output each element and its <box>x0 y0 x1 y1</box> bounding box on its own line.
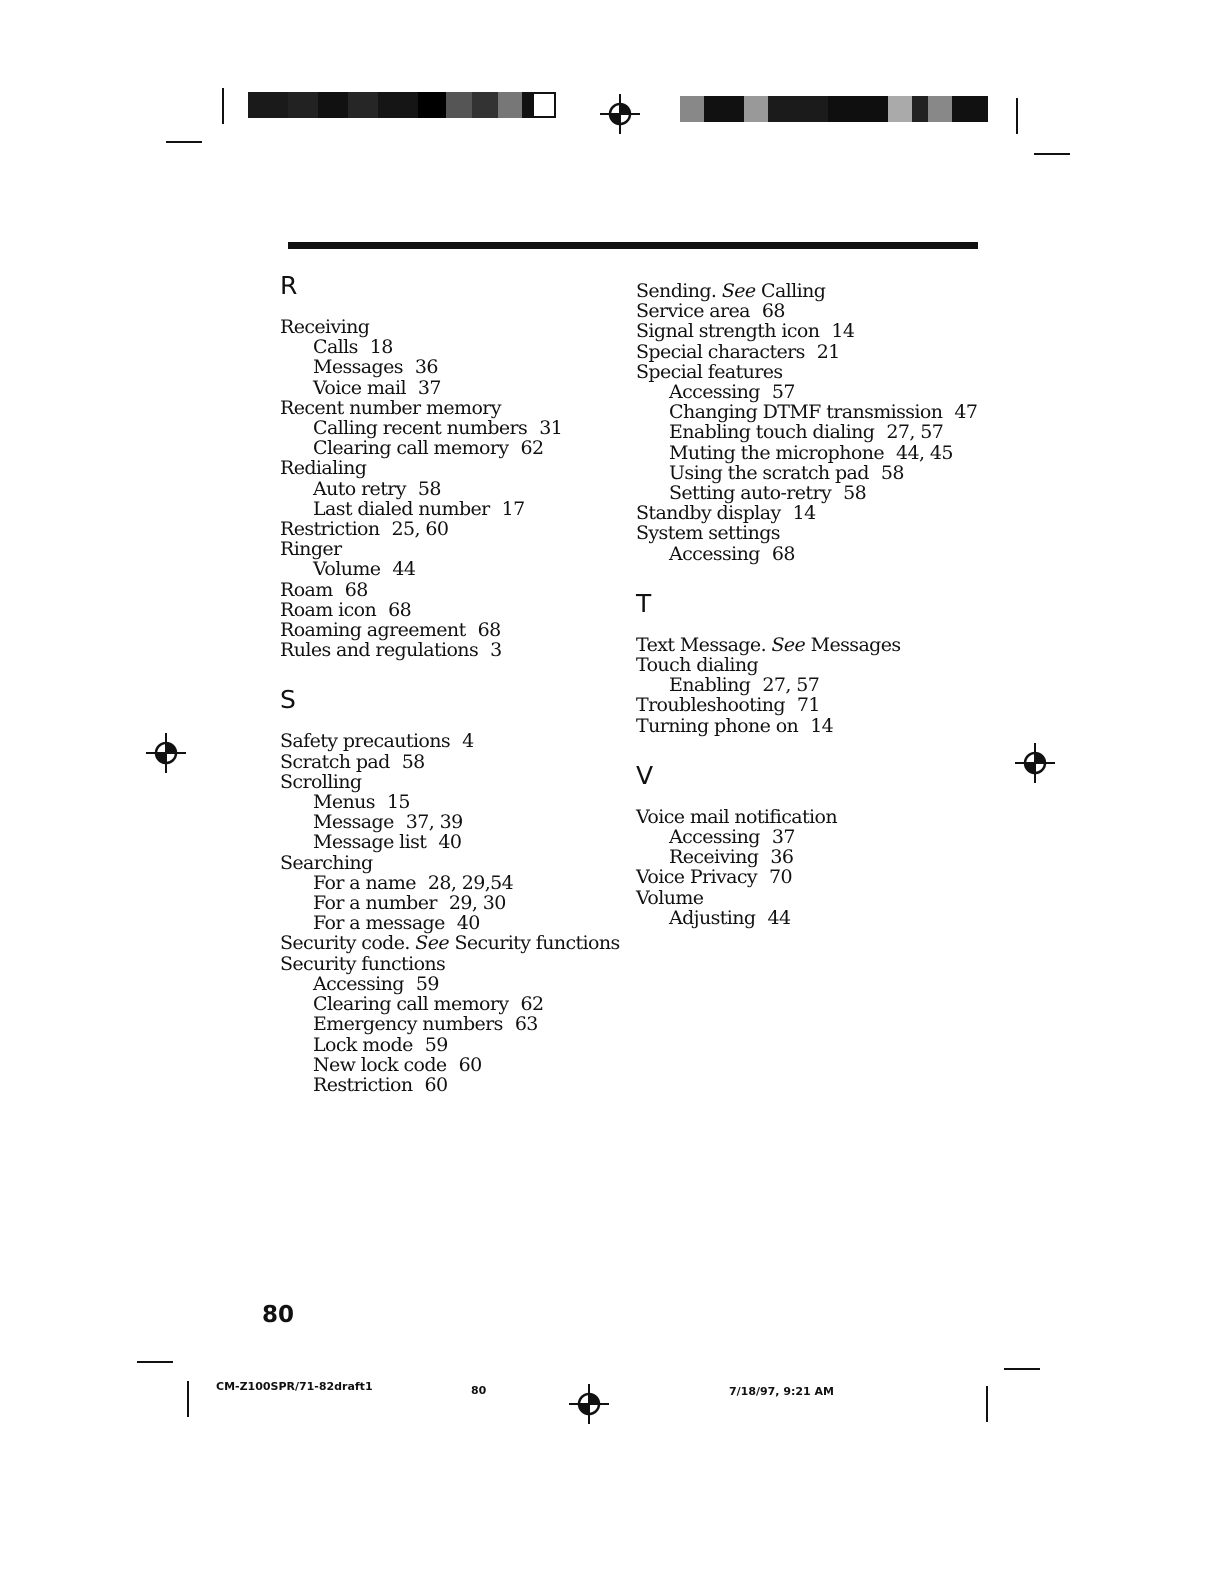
index-entry <box>280 853 600 873</box>
index-page-reference: 37 <box>771 826 795 849</box>
index-page-reference: 14 <box>792 502 816 525</box>
index-page-reference: 70 <box>769 866 792 889</box>
crop-mark-top-left-h <box>166 141 202 143</box>
header-rule <box>288 242 978 249</box>
density-bar-left <box>248 92 556 118</box>
index-page-reference: 40 <box>438 831 462 854</box>
index-term: Emergency numbers <box>313 1013 503 1036</box>
index-entry <box>636 523 976 543</box>
index-page-reference: 68 <box>388 598 412 621</box>
index-subentry <box>280 1014 600 1034</box>
index-entry <box>280 519 600 539</box>
index-term: Redialing <box>280 457 367 480</box>
index-entry <box>280 458 600 478</box>
index-subentry <box>280 994 600 1014</box>
index-subentry <box>636 847 976 867</box>
registration-mark-right-icon <box>1015 743 1055 783</box>
index-page-reference: 58 <box>401 750 425 773</box>
index-term: Volume <box>313 558 381 581</box>
index-entry <box>280 954 600 974</box>
index-letter-heading: T <box>636 588 652 618</box>
index-term: Volume <box>636 886 704 909</box>
index-subentry <box>280 832 600 852</box>
index-term: Menus <box>313 791 375 814</box>
index-page-reference: 14 <box>831 320 855 343</box>
index-page-reference: 58 <box>843 482 867 505</box>
index-page-reference: 4 <box>462 730 474 753</box>
index-term: Accessing <box>313 972 404 995</box>
see-reference-label: See <box>415 932 450 955</box>
crop-mark-top-right-h <box>1034 153 1070 155</box>
index-page-reference: 57 <box>771 381 795 404</box>
crop-mark-bottom-left <box>187 1381 189 1417</box>
index-entry <box>280 731 600 751</box>
index-term: Troubleshooting <box>636 694 785 717</box>
index-page-reference: 29, 30 <box>448 892 506 915</box>
index-page-reference: 18 <box>369 336 393 359</box>
index-page-reference: 62 <box>520 993 544 1016</box>
registration-mark-bottom-icon <box>569 1384 609 1424</box>
index-term: New lock code <box>313 1053 447 1076</box>
index-term: Message <box>313 811 394 834</box>
index-subentry <box>280 792 600 812</box>
index-entry <box>636 281 976 301</box>
index-subentry <box>280 438 600 458</box>
index-entry <box>636 716 976 736</box>
index-entry <box>280 317 600 337</box>
index-subentry <box>280 1035 600 1055</box>
index-column-right <box>636 281 976 928</box>
index-term: Scrolling <box>280 770 362 793</box>
index-term: Restriction <box>313 1073 413 1096</box>
crop-mark-bottom-left-h <box>137 1361 173 1363</box>
density-bar-right <box>680 96 988 122</box>
index-entry <box>280 932 620 955</box>
index-term: Searching <box>280 851 373 874</box>
index-page-reference: 37 <box>417 376 441 399</box>
index-subentry <box>636 463 976 483</box>
index-page-reference: 71 <box>796 694 820 717</box>
index-entry <box>280 600 600 620</box>
index-term: Safety precautions <box>280 730 451 753</box>
index-term: Receiving <box>280 316 370 338</box>
index-subentry <box>636 908 976 928</box>
index-term: Security code. <box>280 932 410 955</box>
registration-mark-left-icon <box>146 733 186 773</box>
index-page-reference: 68 <box>761 300 785 323</box>
index-entry <box>636 807 976 827</box>
index-page-reference: 62 <box>520 437 544 460</box>
index-entry <box>636 362 976 382</box>
index-term: Adjusting <box>669 906 756 929</box>
index-entry <box>280 620 600 640</box>
index-letter-heading: V <box>636 760 654 790</box>
index-subentry <box>280 357 600 377</box>
index-page-reference: 44, 45 <box>895 441 953 464</box>
index-column-left <box>280 271 620 1096</box>
index-subentry <box>280 499 600 519</box>
index-subentry <box>280 873 600 893</box>
see-reference-target: Security functions <box>454 932 620 955</box>
index-entry <box>280 640 600 660</box>
index-letter-heading: S <box>280 685 296 715</box>
index-term: Text Message. <box>636 633 767 656</box>
index-subentry <box>280 812 600 832</box>
index-term: Using the scratch pad <box>669 461 869 484</box>
index-term: Accessing <box>669 826 760 849</box>
index-term: Voice Privacy <box>636 866 757 889</box>
index-page-reference: 68 <box>344 578 368 601</box>
index-term: Standby display <box>636 502 781 525</box>
registration-mark-top-icon <box>600 94 640 134</box>
index-term: Changing DTMF transmission <box>669 401 943 424</box>
index-entry <box>636 695 976 715</box>
index-entry <box>636 342 976 362</box>
page-number: 80 <box>262 1302 295 1328</box>
index-term: Roaming agreement <box>280 619 466 642</box>
index-page-reference: 36 <box>414 356 438 379</box>
index-subentry <box>636 544 976 564</box>
see-reference-label: See <box>721 280 756 302</box>
index-subentry <box>280 913 600 933</box>
index-subentry <box>280 378 600 398</box>
index-page-reference: 47 <box>954 401 978 424</box>
footer-file-name: CM-Z100SPR/71-82draft1 <box>216 1380 373 1393</box>
index-term: Voice mail <box>313 376 406 399</box>
index-subentry <box>636 402 976 422</box>
index-page-reference: 60 <box>424 1073 448 1096</box>
index-subentry <box>636 827 976 847</box>
index-term: Calls <box>313 336 358 359</box>
index-subentry <box>636 382 976 402</box>
crop-mark-bottom-right-h <box>1004 1368 1040 1370</box>
index-entry <box>280 580 600 600</box>
index-page-reference: 17 <box>501 497 525 520</box>
index-subentry <box>636 483 976 503</box>
index-subentry <box>636 422 976 442</box>
index-term: Touch dialing <box>636 654 759 677</box>
index-term: Enabling touch dialing <box>669 421 875 444</box>
index-page-reference: 3 <box>490 639 502 662</box>
crop-mark-top-right <box>1016 98 1018 134</box>
index-term: Setting auto-retry <box>669 482 832 505</box>
index-term: Clearing call memory <box>313 993 509 1016</box>
footer-date: 7/18/97, 9:21 AM <box>729 1385 834 1398</box>
index-term: Roam icon <box>280 598 377 621</box>
index-page-reference: 31 <box>539 417 563 440</box>
index-page-reference: 59 <box>424 1033 448 1056</box>
index-page-reference: 36 <box>770 846 794 869</box>
index-term: For a name <box>313 871 416 894</box>
index-page-reference: 28, 29,54 <box>427 871 514 894</box>
index-subentry <box>636 443 976 463</box>
index-page-reference: 59 <box>415 972 439 995</box>
index-term: Receiving <box>669 846 759 869</box>
index-page-reference: 25, 60 <box>391 518 449 541</box>
index-term: Auto retry <box>313 477 406 500</box>
index-entry <box>280 752 600 772</box>
index-subentry <box>280 1055 600 1075</box>
index-entry <box>636 888 976 908</box>
index-term: Special features <box>636 360 783 383</box>
index-term: Sending. <box>636 280 717 302</box>
index-subentry <box>280 974 600 994</box>
index-term: Scratch pad <box>280 750 390 773</box>
index-term: Message list <box>313 831 427 854</box>
index-term: Rules and regulations <box>280 639 479 662</box>
index-subentry <box>280 479 600 499</box>
see-reference-label: See <box>771 633 806 656</box>
index-term: System settings <box>636 522 780 545</box>
index-term: Calling recent numbers <box>313 417 528 440</box>
index-term: Service area <box>636 300 750 323</box>
crop-mark-bottom-right <box>986 1386 988 1422</box>
index-entry <box>636 301 976 321</box>
index-subentry <box>280 893 600 913</box>
index-term: Accessing <box>669 381 760 404</box>
index-entry <box>280 398 600 418</box>
index-page-reference: 68 <box>771 542 795 565</box>
index-term: Recent number memory <box>280 396 501 419</box>
index-subentry <box>280 337 600 357</box>
see-reference-target: Calling <box>761 280 826 302</box>
index-entry <box>636 321 976 341</box>
index-page-reference: 60 <box>458 1053 482 1076</box>
index-page-reference: 58 <box>417 477 441 500</box>
index-term: For a number <box>313 892 437 915</box>
index-page-reference: 15 <box>386 791 410 814</box>
index-term: Enabling <box>669 674 751 697</box>
index-entry <box>636 655 976 675</box>
index-term: Turning phone on <box>636 714 799 737</box>
index-letter-heading: R <box>280 271 298 300</box>
index-entry <box>636 503 976 523</box>
index-term: Accessing <box>669 542 760 565</box>
index-term: Muting the microphone <box>669 441 884 464</box>
index-term: Messages <box>313 356 403 379</box>
index-entry <box>636 635 976 655</box>
index-entry <box>636 867 976 887</box>
index-page-reference: 68 <box>477 619 501 642</box>
index-page-reference: 44 <box>767 906 791 929</box>
index-term: Ringer <box>280 538 342 561</box>
index-subentry <box>280 1075 600 1095</box>
index-term: Security functions <box>280 952 446 975</box>
index-page-reference: 21 <box>816 340 840 363</box>
index-page-reference: 14 <box>810 714 834 737</box>
index-term: For a message <box>313 912 445 935</box>
index-entry <box>280 539 600 559</box>
index-subentry <box>280 559 600 579</box>
crop-mark-top-left <box>222 88 224 124</box>
index-page-reference: 37, 39 <box>405 811 463 834</box>
see-reference-target: Messages <box>810 633 901 656</box>
index-term: Signal strength icon <box>636 320 820 343</box>
index-subentry <box>280 418 600 438</box>
index-term: Restriction <box>280 518 380 541</box>
index-entry <box>280 772 600 792</box>
index-page-reference: 27, 57 <box>886 421 944 444</box>
index-term: Special characters <box>636 340 805 363</box>
index-term: Roam <box>280 578 333 601</box>
index-subentry <box>636 675 976 695</box>
index-term: Clearing call memory <box>313 437 509 460</box>
index-page-reference: 63 <box>514 1013 538 1036</box>
index-term: Last dialed number <box>313 497 490 520</box>
index-page-reference: 44 <box>392 558 416 581</box>
index-page-reference: 27, 57 <box>762 674 820 697</box>
index-page-reference: 40 <box>456 912 480 935</box>
index-term: Voice mail notification <box>636 805 838 828</box>
index-term: Lock mode <box>313 1033 413 1056</box>
index-page-reference: 58 <box>880 461 904 484</box>
footer-page: 80 <box>471 1384 487 1397</box>
